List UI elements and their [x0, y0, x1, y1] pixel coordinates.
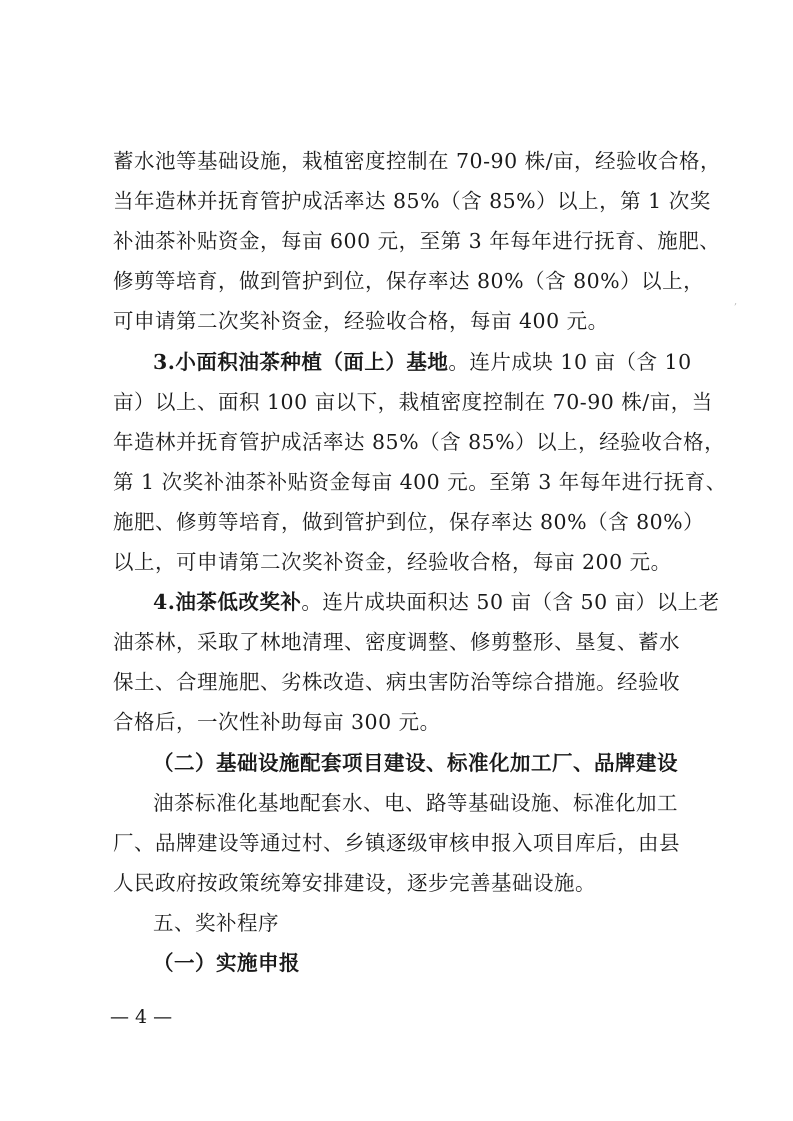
- text-line: [113, 307, 691, 335]
- scan-speck: ,: [734, 296, 738, 307]
- text-line: [153, 909, 691, 937]
- text-line: [113, 548, 691, 576]
- text-line: [113, 628, 691, 656]
- text-line: [113, 708, 691, 736]
- text-line: [113, 668, 691, 696]
- text-line: [113, 187, 711, 215]
- body-text-span: 油茶标准化基地配套水、电、路等基础设施、标准化加工: [153, 790, 678, 815]
- body-text-span: 五、奖补程序: [153, 910, 279, 935]
- text-line: [113, 147, 722, 175]
- body-text-span: 。连片成块面积达 50 亩（含 50 亩）以上老: [301, 590, 720, 615]
- text-line: [113, 869, 691, 897]
- heading-text: （一）实施申报: [153, 951, 300, 975]
- body-text-span: 修剪等培育，做到管护到位，保存率达 80%（含 80%）以上，: [113, 269, 705, 294]
- body-text-span: 蓄水池等基础设施，栽植密度控制在 70-90 株/亩，经验收合格，: [113, 149, 722, 173]
- body-text-span: 补油茶补贴资金，每亩 600 元，至第 3 年每年进行抚育、施肥、: [113, 229, 721, 254]
- body-text-span: 合格后，一次性补助每亩 300 元。: [113, 710, 441, 735]
- body-text-span: 当年造林并抚育管护成活率达 85%（含 85%）以上，第 1 次奖: [113, 189, 711, 214]
- page-number: — 4 —: [110, 1006, 173, 1028]
- text-line: [113, 388, 713, 416]
- text-line: [113, 428, 726, 456]
- body-text-span: 厂、品牌建设等通过村、乡镇逐级审核申报入项目库后，由县: [113, 830, 680, 855]
- body-text-span: 人民政府按政策统筹安排建设，逐步完善基础设施。: [113, 870, 596, 895]
- body-text-span: 年造林并抚育管护成活率达 85%（含 85%）以上，经验收合格，: [113, 429, 726, 454]
- text-line: [153, 588, 720, 616]
- text-line: [153, 949, 691, 977]
- text-line: [113, 227, 721, 255]
- body-text-span: 。连片成块 10 亩（含 10: [448, 349, 692, 374]
- text-line: [113, 267, 705, 295]
- text-line: [113, 508, 705, 536]
- heading-text: 3.小面积油茶种植（面上）基地: [153, 349, 449, 374]
- body-text-span: 以上，可申请第二次奖补资金，经验收合格，每亩 200 元。: [113, 550, 672, 574]
- heading-text: （二）基础设施配套项目建设、标准化加工厂、品牌建设: [153, 750, 678, 775]
- body-text-span: 油茶林，采取了林地清理、密度调整、修剪整形、垦复、蓄水: [113, 630, 680, 655]
- text-line: [153, 348, 691, 376]
- heading-text: 4.油茶低改奖补: [153, 590, 302, 615]
- body-text-span: 施肥、修剪等培育，做到管护到位，保存率达 80%（含 80%）: [113, 509, 705, 534]
- body-text-span: 可申请第二次奖补资金，经验收合格，每亩 400 元。: [113, 309, 609, 334]
- body-text-span: 亩）以上、面积 100 亩以下，栽植密度控制在 70-90 株/亩，当: [113, 389, 713, 414]
- text-line: [153, 749, 691, 777]
- body-text-span: 第 1 次奖补油茶补贴资金每亩 400 元。至第 3 年每年进行抚育、: [113, 469, 727, 494]
- text-line: [113, 829, 691, 857]
- text-line: [113, 468, 727, 496]
- text-line: [153, 789, 691, 817]
- body-text-span: 保土、合理施肥、劣株改造、病虫害防治等综合措施。经验收: [113, 670, 680, 695]
